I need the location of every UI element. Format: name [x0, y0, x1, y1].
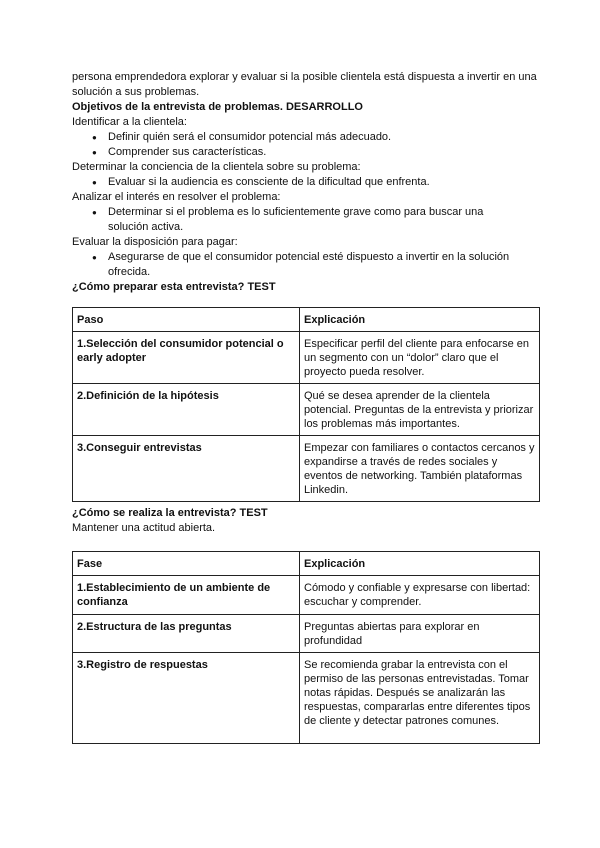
cell: Cómodo y confiable y expresarse con libertad: escuchar y comprender. — [300, 576, 540, 615]
cell: 2.Estructura de las preguntas — [73, 615, 300, 653]
table-row — [73, 576, 540, 615]
cell: 3.Registro de respuestas — [73, 653, 300, 744]
list-item: ● Asegurarse de que el consumidor potencial esté dispuesto a invertir en la solución ofrecida. — [108, 250, 542, 280]
list-item: ● Determinar si el problema es lo suficientemente grave como para buscar una solución activa. — [108, 205, 542, 235]
cell: 2.Definición de la hipótesis — [73, 384, 300, 436]
header-cell: Paso — [73, 308, 300, 332]
table-header-row — [73, 552, 540, 576]
list-item: ● Comprender sus características. — [108, 145, 542, 160]
group-label: Analizar el interés en resolver el problema: — [72, 191, 281, 203]
header-cell: Explicación — [300, 552, 540, 576]
header-cell: Explicación — [300, 308, 540, 332]
cell: Empezar con familiares o contactos cercanos y expandirse a través de redes sociales y eventos de networking. También plataformas Linkedin. — [300, 436, 540, 502]
prepare-table — [72, 307, 540, 502]
cell: Se recomienda grabar la entrevista con el permiso de las personas entrevistadas. Tomar notas rápidas. Después se analizarán las respuestas, compararlas entre diferentes tipos de cliente y detectar patrones comunes. — [300, 653, 540, 744]
objectives-heading: Objetivos de la entrevista de problemas. DESARROLLO — [72, 101, 363, 113]
cell: Preguntas abiertas para explorar en profundidad — [300, 615, 540, 653]
cell: 1.Selección del consumidor potencial o early adopter — [73, 332, 300, 384]
header-cell: Fase — [73, 552, 300, 576]
conduct-heading: ¿Cómo se realiza la entrevista? TEST — [72, 507, 268, 519]
table-row — [73, 332, 540, 384]
cell: 3.Conseguir entrevistas — [73, 436, 300, 502]
cell: Qué se desea aprender de la clientela potencial. Preguntas de la entrevista y priorizar los problemas más importantes. — [300, 384, 540, 436]
conduct-subtext: Mantener una actitud abierta. — [72, 522, 216, 534]
cell: Especificar perfil del cliente para enfocarse en un segmento con un “dolor” claro que el proyecto pueda resolver. — [300, 332, 540, 384]
list-item: ● Definir quién será el consumidor potencial más adecuado. — [108, 130, 542, 145]
body-text — [72, 70, 542, 295]
group-label: Evaluar la disposición para pagar: — [72, 236, 238, 248]
table-row — [73, 653, 540, 744]
table-row — [73, 615, 540, 653]
cell: 1.Establecimiento de un ambiente de confianza — [73, 576, 300, 615]
prepare-heading: ¿Cómo preparar esta entrevista? TEST — [72, 281, 276, 293]
conduct-table — [72, 551, 540, 744]
group-label: Determinar la conciencia de la clientela sobre su problema: — [72, 161, 361, 173]
table-row — [73, 436, 540, 502]
table-header-row — [73, 308, 540, 332]
intro-paragraph: persona emprendedora explorar y evaluar si la posible clientela está dispuesta a invertir en una solución a sus problemas. — [72, 71, 537, 98]
group-label: Identificar a la clientela: — [72, 116, 187, 128]
list-item: ● Evaluar si la audiencia es consciente de la dificultad que enfrenta. — [108, 175, 542, 190]
table-row — [73, 384, 540, 436]
